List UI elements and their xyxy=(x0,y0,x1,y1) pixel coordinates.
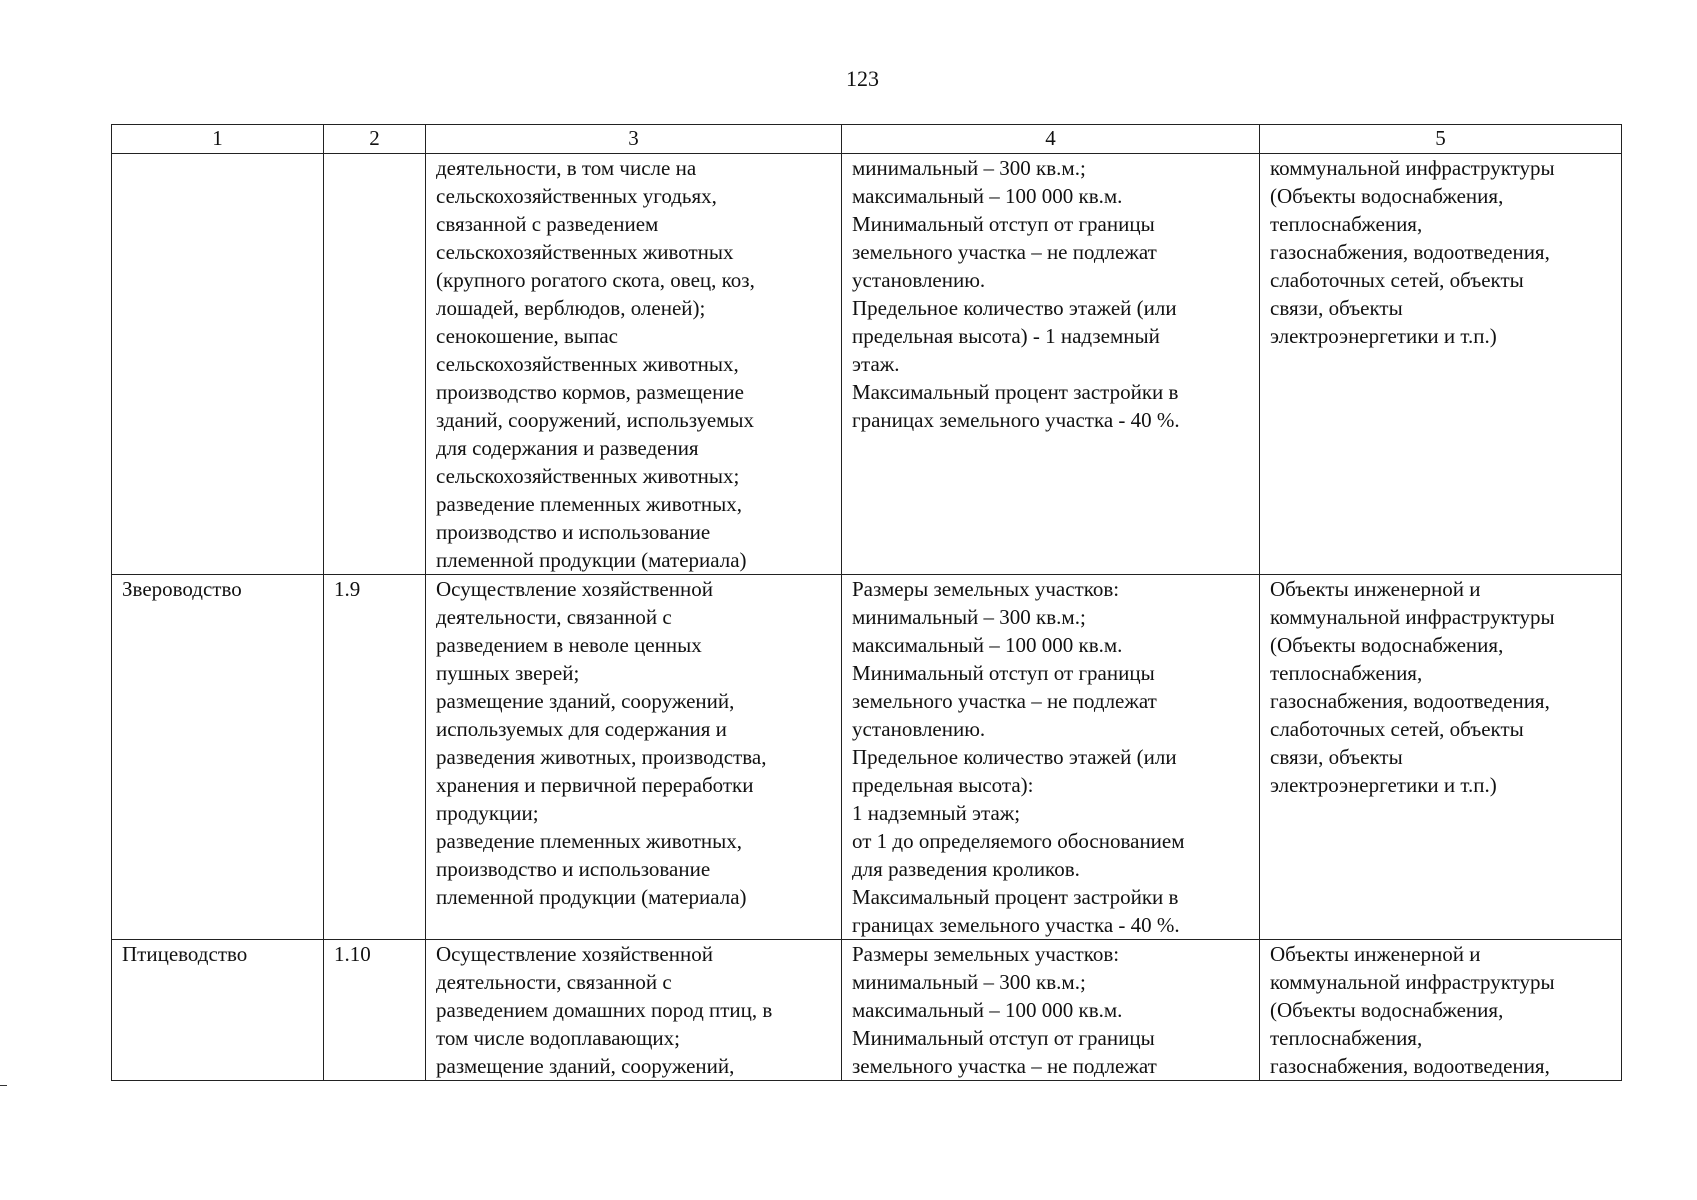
use-type-parameters: минимальный – 300 кв.м.; максимальный – 100 000 кв.м. Минимальный отступ от границы земельного участка – не подлежат установлению. Предельное количество этажей (или предельная высота) - 1 надземный этаж. Максимальный процент застройки в границах земельного участка - 40 %. xyxy=(842,154,1260,575)
page-number: 123 xyxy=(846,66,879,91)
use-type-description: Осуществление хозяйственной деятельности, связанной с разведением в неволе ценных пушных зверей; размещение зданий, сооружений, используемых для содержания и разведения животных, производства, хранения и первичной переработки продукции; разведение племенных животных, производство и использование племенной продукции (материала) xyxy=(426,575,842,940)
scan-edge-mark xyxy=(0,1085,7,1086)
use-type-parameters: Размеры земельных участков: минимальный – 300 кв.м.; максимальный – 100 000 кв.м. Минимальный отступ от границы земельного участка – не подлежат установлению. Предельное количество этажей (или предельная высота): 1 надземный этаж; от 1 до определяемого обоснованием для разведения кроликов. Максимальный процент застройки в границах земельного участка - 40 %. xyxy=(842,575,1260,940)
table-header-row xyxy=(112,125,1622,154)
use-type-name: Птицеводство xyxy=(112,940,324,1081)
column-number-1: 1 xyxy=(112,125,324,154)
use-type-code: 1.10 xyxy=(324,940,426,1081)
use-type-code: 1.9 xyxy=(324,575,426,940)
column-number-5: 5 xyxy=(1260,125,1622,154)
column-number-3: 3 xyxy=(426,125,842,154)
use-type-name xyxy=(112,154,324,575)
use-type-code xyxy=(324,154,426,575)
land-use-table xyxy=(111,124,1622,1081)
use-type-name: Звероводство xyxy=(112,575,324,940)
table-row xyxy=(112,575,1622,940)
table-row xyxy=(112,940,1622,1081)
use-type-objects: Объекты инженерной и коммунальной инфраструктуры (Объекты водоснабжения, теплоснабжения, газоснабжения, водоотведения, слаботочных сетей, объекты связи, объекты электроэнергетики и т.п.) xyxy=(1260,575,1622,940)
column-number-2: 2 xyxy=(324,125,426,154)
use-type-objects: коммунальной инфраструктуры (Объекты водоснабжения, теплоснабжения, газоснабжения, водоотведения, слаботочных сетей, объекты связи, объекты электроэнергетики и т.п.) xyxy=(1260,154,1622,575)
use-type-parameters: Размеры земельных участков: минимальный – 300 кв.м.; максимальный – 100 000 кв.м. Минимальный отступ от границы земельного участка – не подлежат xyxy=(842,940,1260,1081)
use-type-description: деятельности, в том числе на сельскохозяйственных угодьях, связанной с разведением сельскохозяйственных животных (крупного рогатого скота, овец, коз, лошадей, верблюдов, оленей); сенокошение, выпас сельскохозяйственных животных, производство кормов, размещение зданий, сооружений, используемых для содержания и разведения сельскохозяйственных животных; разведение племенных животных, производство и использование племенной продукции (материала) xyxy=(426,154,842,575)
column-number-4: 4 xyxy=(842,125,1260,154)
use-type-objects: Объекты инженерной и коммунальной инфраструктуры (Объекты водоснабжения, теплоснабжения, газоснабжения, водоотведения, xyxy=(1260,940,1622,1081)
use-type-description: Осуществление хозяйственной деятельности, связанной с разведением домашних пород птиц, в том числе водоплавающих; размещение зданий, сооружений, xyxy=(426,940,842,1081)
table-row xyxy=(112,154,1622,575)
